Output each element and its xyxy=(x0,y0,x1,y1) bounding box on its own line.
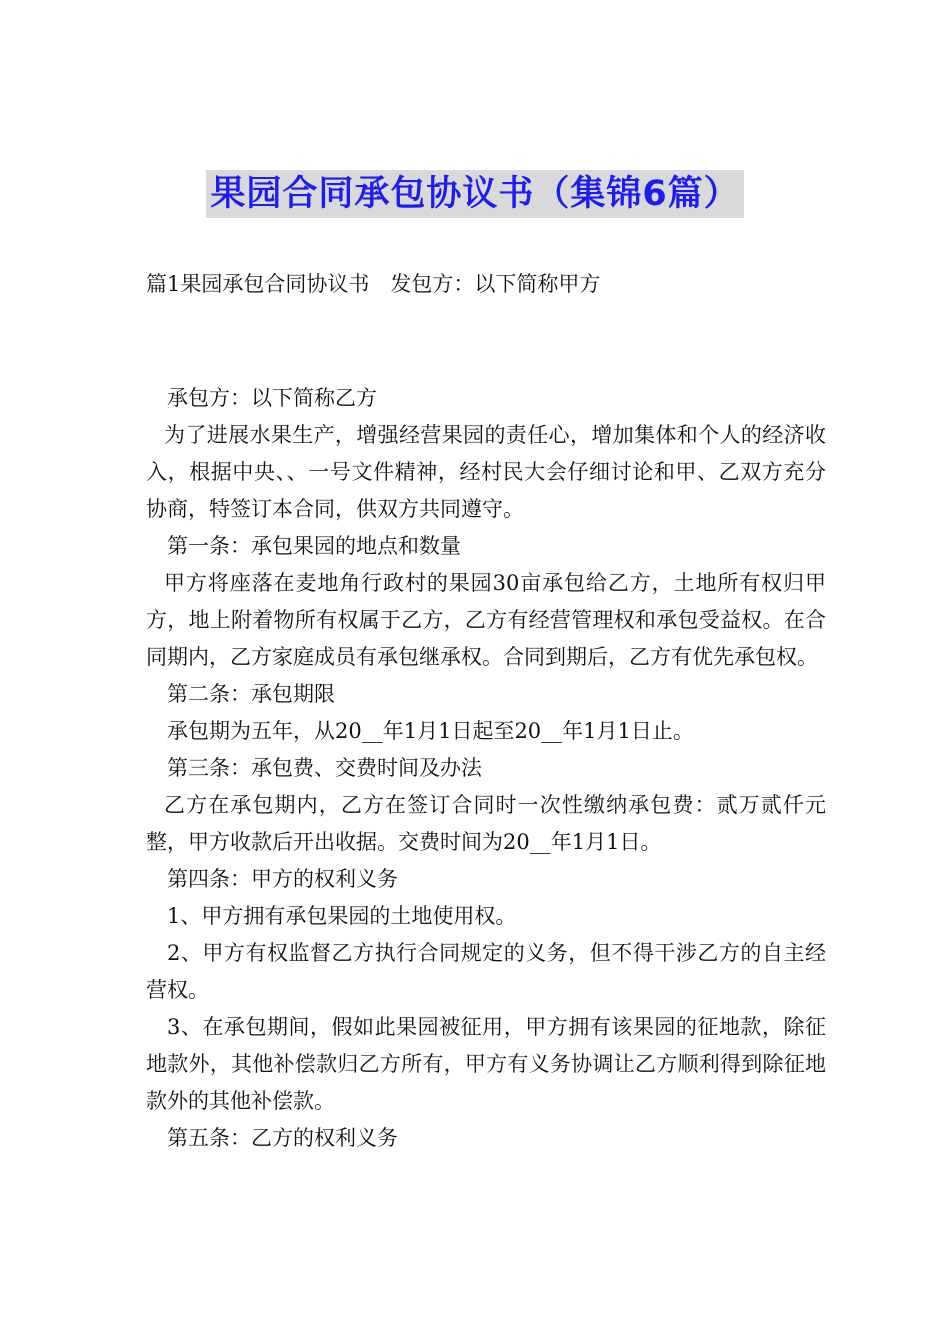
title-container xyxy=(0,170,950,218)
article-1-body: 甲方将座落在麦地角行政村的果园30亩承包给乙方，土地所有权归甲方，地上附着物所有权属于乙方，乙方有经营管理权和承包受益权。在合同期内，乙方家庭成员有承包继承权。合同到期后，乙方有优先承包权。 xyxy=(146,571,826,669)
document-body xyxy=(146,380,826,1157)
article-1-heading: 第一条：承包果园的地点和数量 xyxy=(167,534,461,558)
document-title: 果园合同承包协议书（集锦6篇） xyxy=(206,170,743,218)
article-2-heading: 第二条：承包期限 xyxy=(167,682,335,706)
article-3-body: 乙方在承包期内，乙方在签订合同时一次性缴纳承包费：贰万贰仟元整，甲方收款后开出收据。交费时间为20__年1月1日。 xyxy=(146,793,826,854)
article-4-item-1: 1、甲方拥有承包果园的土地使用权。 xyxy=(167,904,517,928)
article-4-item-3: 3、在承包期间，假如此果园被征用，甲方拥有该果园的征地款，除征地款外，其他补偿款归乙方所有，甲方有义务协调让乙方顺利得到除征地款外的其他补偿款。 xyxy=(146,1015,826,1113)
article-3-heading: 第三条：承包费、交费时间及办法 xyxy=(167,756,482,780)
paragraph-preamble: 为了进展水果生产，增强经营果园的责任心，增加集体和个人的经济收入，根据中央、、一号文件精神，经村民大会仔细讨论和甲、乙双方充分协商，特签订本合同，供双方共同遵守。 xyxy=(146,423,826,521)
paragraph-contractor: 承包方：以下简称乙方 xyxy=(167,386,377,410)
article-4-item-2: 2、甲方有权监督乙方执行合同规定的义务，但不得干涉乙方的自主经营权。 xyxy=(146,941,826,1002)
article-4-heading: 第四条：甲方的权利义务 xyxy=(167,867,398,891)
article-2-body: 承包期为五年，从20__年1月1日起至20__年1月1日止。 xyxy=(167,719,694,743)
article-5-heading: 第五条：乙方的权利义务 xyxy=(167,1126,398,1150)
document-subtitle: 篇1果园承包合同协议书 发包方：以下简称甲方 xyxy=(146,272,601,296)
